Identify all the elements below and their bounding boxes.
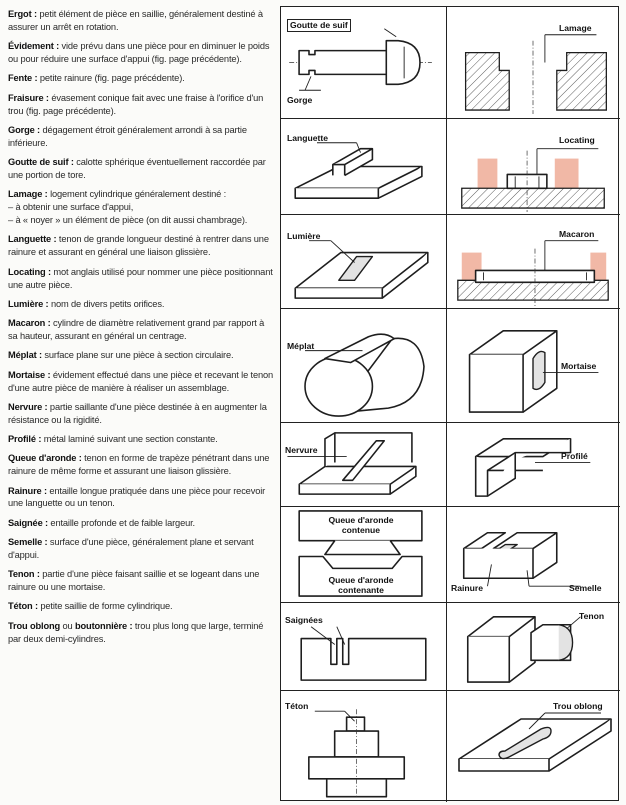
label-nervure: Nervure xyxy=(285,445,318,455)
figure-lamage xyxy=(447,7,620,119)
entry-locating: Locating : mot anglais utilisé pour nommer une pièce positionnant une autre pièce. xyxy=(8,266,273,290)
entry-profile: Profilé : métal laminé suivant une section constante. xyxy=(8,434,218,445)
figure-teton xyxy=(281,691,447,802)
entry-mortaise: Mortaise : évidement effectué dans une pièce et recevant le tenon d'une autre pièce de manière à réaliser un assemblage. xyxy=(8,369,274,393)
figures-grid xyxy=(280,6,619,801)
figure-languette xyxy=(281,119,447,215)
figure-goutte-de-suif xyxy=(281,7,447,119)
entry-evidement: Évidement : vide prévu dans une pièce pour en diminuer le poids ou pour réduire une surface d'appui (fig. page précédente). xyxy=(8,41,270,65)
meplat-drawing xyxy=(281,309,446,422)
figure-mortaise xyxy=(447,309,620,423)
entry-semelle: Semelle : surface d'une pièce, généralement plane et servant d'appui. xyxy=(8,537,254,560)
entry-saignee: Saignée : entaille profonde et de faible largeur. xyxy=(8,517,195,528)
label-rainure: Rainure xyxy=(451,583,483,593)
figure-nervure xyxy=(281,423,447,507)
figure-meplat xyxy=(281,309,447,423)
entry-macaron: Macaron : cylindre de diamètre relativement grand par rapport à sa hauteur, assurant en général un centrage. xyxy=(8,318,265,342)
figure-tenon xyxy=(447,603,620,691)
entry-ergot: Ergot : petit élément de pièce en saillie, généralement destiné à assurer un arrêt en rotation. xyxy=(8,9,263,32)
entry-meplat: Méplat : surface plane sur une pièce à section circulaire. xyxy=(8,350,234,361)
entry-trou-oblong: Trou oblong ou boutonnière : trou plus long que large, terminé par deux demi-cylindres. xyxy=(8,620,264,644)
figure-locating xyxy=(447,119,620,215)
label-queue-contenante: Queue d'aronde contenante xyxy=(328,575,394,595)
label-profile: Profilé xyxy=(561,451,588,461)
label-mortaise: Mortaise xyxy=(561,361,597,371)
figure-saignees xyxy=(281,603,447,691)
entry-tenon: Tenon : partie d'une pièce faisant saillie et se logeant dans une rainure ou une mortaise. xyxy=(8,569,260,593)
label-semelle: Semelle xyxy=(569,583,602,593)
label-saignees: Saignées xyxy=(285,615,323,625)
label-tenon: Tenon xyxy=(579,611,605,621)
entry-fraisure: Fraisure : évasement conique fait avec une fraise à l'orifice d'un trou (fig. page précédente). xyxy=(8,92,264,116)
label-meplat: Méplat xyxy=(287,341,315,351)
figure-macaron xyxy=(447,215,620,309)
label-teton: Téton xyxy=(285,701,309,711)
entry-fente: Fente : petite rainure (fig. page précédente). xyxy=(8,73,185,84)
entry-languette: Languette : tenon de grande longueur destiné à rentrer dans une rainure et assurant en général une liaison glissière. xyxy=(8,234,269,258)
entry-rainure: Rainure : entaille longue pratiquée dans une pièce pour recevoir une languette ou un tenon. xyxy=(8,485,266,509)
figure-lumiere xyxy=(281,215,447,309)
label-queue-contenue: Queue d'aronde contenue xyxy=(328,515,394,535)
entry-lamage: Lamage : logement cylindrique généralement destiné : – à obtenir une surface d'appui, – à « noyer » un élément de pièce (on dit aussi chambrage). xyxy=(8,189,248,226)
label-locating: Locating xyxy=(559,135,595,145)
label-trou-oblong: Trou oblong xyxy=(553,701,603,711)
figure-queue-d-aronde xyxy=(281,507,447,603)
lamage-drawing xyxy=(447,7,620,118)
label-gorge: Gorge xyxy=(287,95,313,105)
label-goutte-de-suif: Goutte de suif xyxy=(287,19,351,32)
entry-nervure: Nervure : partie saillante d'une pièce destinée à en augmenter la résistance ou la rigidité. xyxy=(8,401,267,425)
locating-drawing xyxy=(447,119,620,214)
entry-goutte-de-suif: Goutte de suif : calotte sphérique éventuellement raccordée par une portion de tore. xyxy=(8,157,266,181)
entry-gorge: Gorge : dégagement étroit généralement arrondi à sa partie inférieure. xyxy=(8,124,247,148)
entry-lumiere: Lumière : nom de divers petits orifices. xyxy=(8,298,165,309)
label-languette: Languette xyxy=(287,133,329,143)
entry-queue-d-aronde: Queue d'aronde : tenon en forme de trapèze pénétrant dans une rainure de même forme et assurant une liaison glissière. xyxy=(8,453,270,477)
figure-rainure-semelle xyxy=(447,507,620,603)
label-macaron: Macaron xyxy=(559,229,595,239)
nervure-drawing xyxy=(281,423,446,506)
figure-trou-oblong xyxy=(447,691,620,802)
figure-profile xyxy=(447,423,620,507)
glossary-list xyxy=(8,8,274,652)
label-lumiere: Lumière xyxy=(287,231,321,241)
entry-teton: Téton : petite saillie de forme cylindrique. xyxy=(8,601,173,612)
profile-drawing xyxy=(447,423,620,506)
lumiere-drawing xyxy=(281,215,446,308)
label-lamage: Lamage xyxy=(559,23,592,33)
